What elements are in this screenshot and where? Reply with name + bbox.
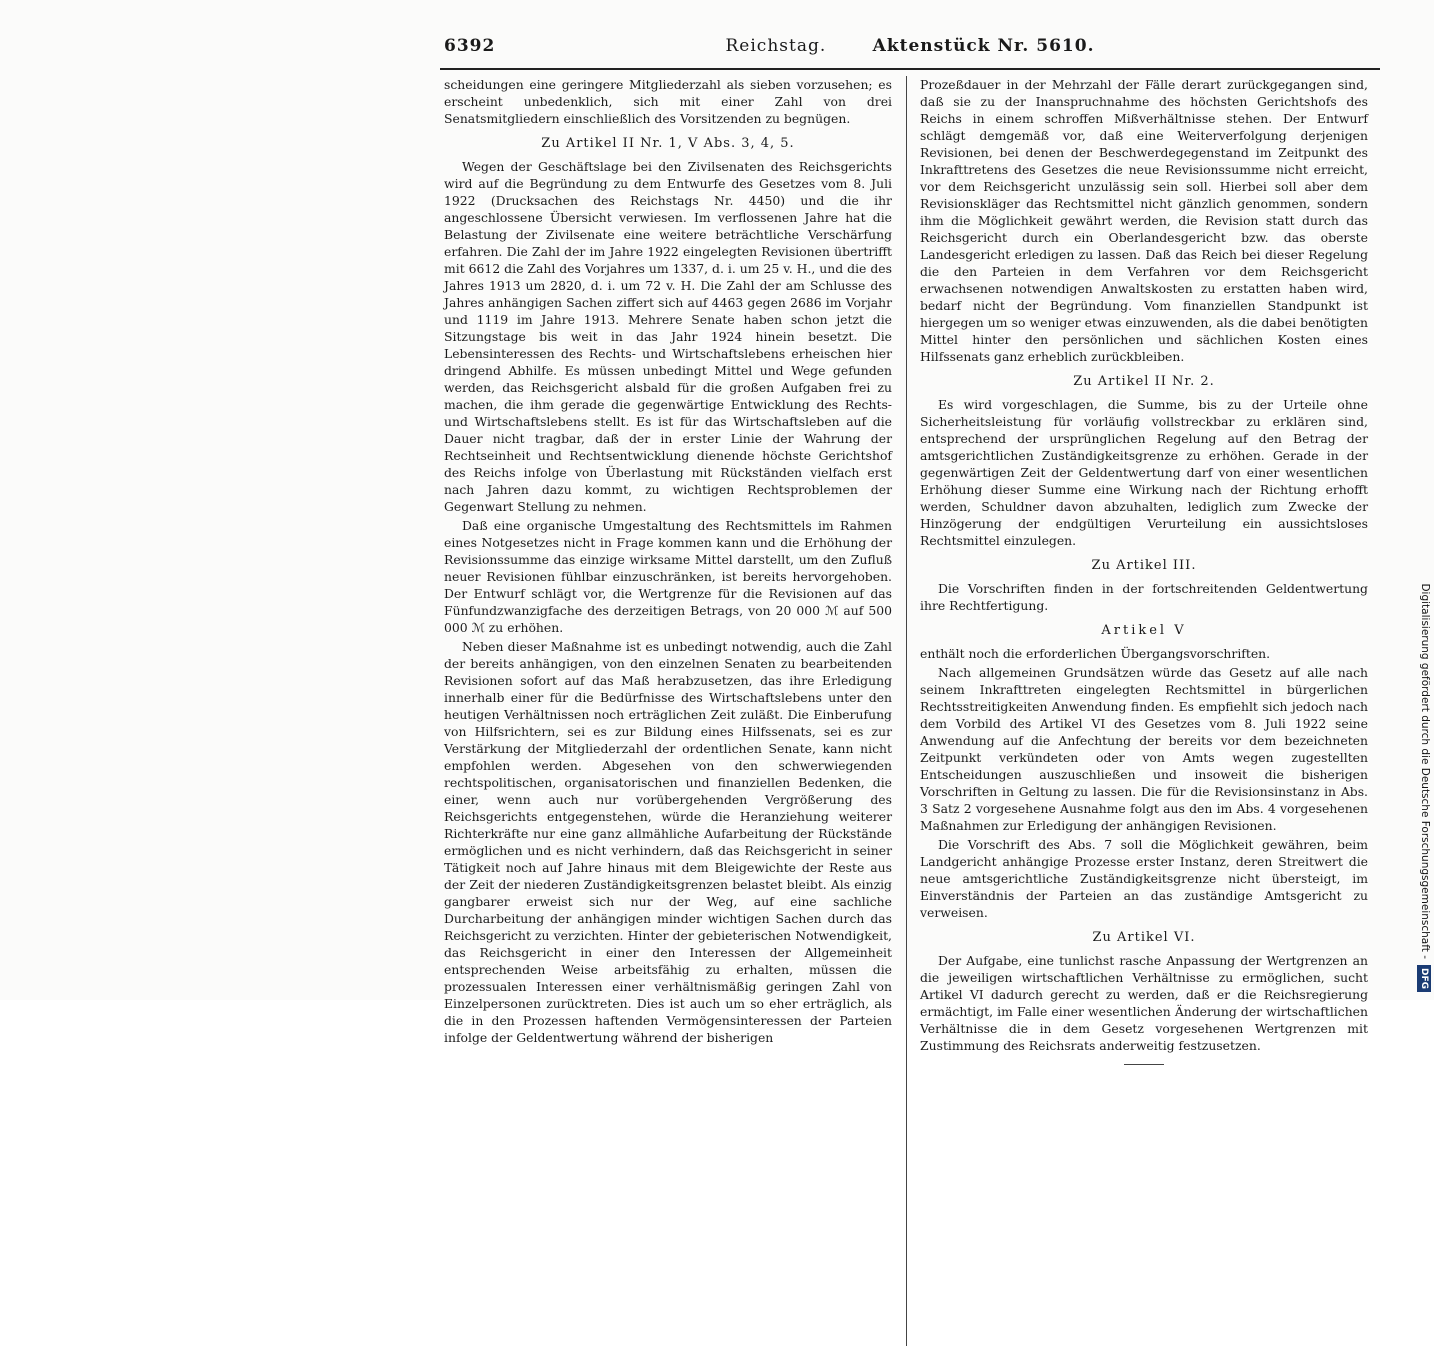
right-column bbox=[920, 76, 1368, 1356]
running-head-left: Reichstag. bbox=[725, 36, 827, 56]
section-heading: Zu Artikel III. bbox=[1091, 558, 1197, 573]
paragraph: Neben dieser Maßnahme ist es unbedingt notwendig, auch die Zahl der bereits anhängigen, von den einzelnen Senaten zu bearbeitenden Revisionen sofort auf das Maß herabzusetzen, das ihre Erledigung innerhalb einer für die Bedürfnisse des Wirtschaftslebens unter den heutigen Verhältnissen noch erträglichen Zeit zuläßt. Die Einberufung von Hilfsrichtern, sei es zur Bildung eines Hilfssenats, sei es zur Verstärkung der Mitgliederzahl der ordentlichen Senate, kann nicht empfohlen werden. Abgesehen von den schwerwiegenden rechtspolitischen, organisatorischen und finanziellen Bedenken, die einer, wenn auch nur vorübergehenden Vergrößerung des Reichsgerichts entgegenstehen, würde die Heranziehung weiterer Richterkräfte nur eine ganz allmähliche Aufarbeitung der Rückstände ermöglichen und es nicht verhindern, daß das Reichsgericht in seiner Tätigkeit noch auf Jahre hinaus mit dem Bleigewichte der Reste aus der Zeit der niederen Zuständigkeitsgrenzen belastet bleibt. Als einzig gangbarer erweist sich nur der Weg, auf eine sachliche Durcharbeitung der anhängigen minder wichtigen Sachen durch das Reichsgericht zu verzichten. Hinter der gebieterischen Notwendigkeit, das Reichsgericht in einer den Interessen der Allgemeinheit entsprechenden Weise arbeitsfähig zu erhalten, müssen die prozessualen Interessen einer verhältnismäßig geringen Zahl von Einzelpersonen zurücktreten. Dies ist auch um so eher erträglich, als die in den Prozessen haftenden Vermögensinteressen der Parteien infolge der Geldentwertung während der bisherigen bbox=[444, 639, 892, 1045]
paragraph: Die Vorschriften finden in der fortschreitenden Geldentwertung ihre Rechtfertigung. bbox=[920, 581, 1368, 613]
credit-line bbox=[1418, 8, 1432, 992]
paragraph: Nach allgemeinen Grundsätzen würde das Gesetz auf alle nach seinem Inkrafttreten eingelegten Rechtsmittel in bürgerlichen Rechtsstreitigkeiten Anwendung finden. Es empfiehlt sich jedoch nach dem Vorbild des Artikel VI des Gesetzes vom 8. Juli 1922 seine Anwendung auf die Anfechtung der bereits vor dem bezeichneten Zeitpunkt verkündeten oder von Amts wegen zugestellten Entscheidungen auszuschließen und insoweit die bisherigen Vorschriften in Geltung zu lassen. Die für die Revisionsinstanz in Abs. 3 Satz 2 vorgesehene Ausnahme folgt aus den im Abs. 4 vorgesehenen Maßnahmen zur Erledigung der anhängigen Revisionen. bbox=[920, 665, 1368, 833]
paragraph: Die Vorschrift des Abs. 7 soll die Möglichkeit gewähren, beim Landgericht anhängige Prozesse erster Instanz, deren Streitwert die neue amtsgerichtliche Zuständigkeitsgrenze nicht übersteigt, im Einverständnis der Parteien an das zuständige Amtsgericht zu verweisen. bbox=[920, 837, 1368, 920]
paragraph: scheidungen eine geringere Mitgliederzahl als sieben vorzusehen; es erscheint unbedenklich, sich mit einer Zahl von drei Senatsmitgliedern einschließlich des Vorsitzenden zu begnügen. bbox=[444, 77, 892, 126]
paragraph: Der Aufgabe, eine tunlichst rasche Anpassung der Wertgrenzen an die jeweiligen wirtschaftlichen Verhältnisse zu ermöglichen, sucht Artikel VI dadurch gerecht zu werden, daß er die Reichsregierung ermächtigt, im Falle einer wesentlichen Änderung der wirtschaftlichen Verhältnisse die in dem Gesetz vorgesehenen Wertgrenzen mit Zustimmung des Reichsrats anderweitig festzusetzen. bbox=[920, 953, 1368, 1053]
running-head bbox=[440, 36, 1380, 56]
paragraph: Wegen der Geschäftslage bei den Zivilsenaten des Reichsgerichts wird auf die Begründung zu dem Entwurfe des Gesetzes vom 8. Juli 1922 (Drucksachen des Reichstags Nr. 4450) und die ihr angeschlossene Übersicht verwiesen. Im verflossenen Jahre hat die Belastung der Zivilsenate eine weitere beträchtliche Verschärfung erfahren. Die Zahl der im Jahre 1922 eingelegten Revisionen übertrifft mit 6612 die Zahl des Vorjahres um 1337, d. i. um 25 v. H., und die des Jahres 1913 um 2820, d. i. um 72 v. H. Die Zahl der am Schlusse des Jahres anhängigen Sachen ziffert sich auf 4463 gegen 2686 im Vorjahr und 1119 im Jahre 1913. Mehrere Senate haben schon jetzt die Sitzungstage bis weit in das Jahr 1924 hinein besetzt. Die Lebensinteressen des Rechts- und Wirtschaftslebens erheischen hier dringend Abhilfe. Es müssen unbedingt Mittel und Wege gefunden werden, das Reichsgericht alsbald für die großen Aufgaben frei zu machen, die ihm gerade die gegenwärtige Entwicklung des Rechts- und Wirtschaftslebens stellt. Es ist für das Wirtschaftsleben auf die Dauer nicht tragbar, daß der in erster Linie der Wahrung der Rechtseinheit und Rechtsentwicklung dienende höchste Gerichtshof des Reichs infolge von Überlastung mit Rückständen vielfach erst nach Jahren dazu kommt, zu wichtigen Rechtsproblemen der Gegenwart Stellung zu nehmen. bbox=[444, 159, 892, 514]
running-head-right: Aktenstück Nr. 5610. bbox=[872, 36, 1095, 56]
header-rule bbox=[440, 68, 1380, 70]
section-heading: Artikel V bbox=[1101, 623, 1187, 638]
page-content bbox=[440, 28, 1380, 1368]
dfg-logo: DFG bbox=[1417, 965, 1431, 992]
page-number: 6392 bbox=[444, 36, 496, 56]
section-heading: Zu Artikel II Nr. 1, V Abs. 3, 4, 5. bbox=[541, 136, 795, 151]
credit-text: Digitalisierung gefördert durch die Deutsche Forschungsgemeinschaft - bbox=[1419, 583, 1431, 959]
paragraph: Prozeßdauer in der Mehrzahl der Fälle derart zurückgegangen sind, daß sie zu der Inanspruchnahme des höchsten Gerichtshofs des Reichs in einem schroffen Mißverhältnisse stehen. Der Entwurf schlägt demgemäß vor, daß eine Weiterverfolgung derjenigen Revisionen, bei denen der Beschwerdegegenstand im Zeitpunkt des Inkrafttretens des Gesetzes die neue Revisionssumme nicht erreicht, vor dem Reichsgericht unzulässig sein soll. Hierbei soll aber dem Revisionskläger das Rechtsmittel nicht gänzlich genommen, sondern ihm die Möglichkeit gewährt werden, die Revision statt durch das Reichsgericht durch ein Oberlandesgericht bzw. das oberste Landesgericht erledigen zu lassen. Daß das Reich bei dieser Regelung die den Parteien in dem Verfahren vor dem Reichsgericht erwachsenen notwendigen Anwaltskosten zu erstatten haben wird, bedarf nicht der Begründung. Vom finanziellen Standpunkt ist hiergegen um so weniger etwas einzuwenden, als die dabei benötigten Mittel hinter den persönlichen und sächlichen Kosten eines Hilfssenats ganz erheblich zurückbleiben. bbox=[920, 77, 1368, 364]
digitization-credit bbox=[1418, 8, 1434, 992]
paragraph: Daß eine organische Umgestaltung des Rechtsmittels im Rahmen eines Notgesetzes nicht in Frage kommen kann und die Erhöhung der Revisionssumme das einzige wirksame Mittel darstellt, um den Zufluß neuer Revisionen fühlbar einzuschränken, ist bereits hervorgehoben. Der Entwurf schlägt vor, die Wertgrenze für die Revisionen auf das Fünfundzwanzigfache des derzeitigen Betrags, von 20 000 ℳ auf 500 000 ℳ zu erhöhen. bbox=[444, 518, 892, 635]
page-header bbox=[440, 28, 1380, 68]
left-column bbox=[444, 76, 892, 1356]
rotated-page bbox=[440, 28, 1380, 1368]
section-heading: Zu Artikel VI. bbox=[1092, 930, 1196, 945]
section-heading: Zu Artikel II Nr. 2. bbox=[1073, 374, 1215, 389]
paragraph: enthält noch die erforderlichen Übergangsvorschriften. bbox=[920, 646, 1271, 661]
column-separator bbox=[906, 76, 907, 1346]
end-rule bbox=[1124, 1064, 1164, 1065]
paragraph: Es wird vorgeschlagen, die Summe, bis zu der Urteile ohne Sicherheitsleistung für vorläufig vollstreckbar zu erklären sind, entsprechend der ursprünglichen Regelung auf den Betrag der amtsgerichtlichen Zuständigkeitsgrenze zu erhöhen. Gerade in der gegenwärtigen Zeit der Geldentwertung darf von einer wesentlichen Erhöhung dieser Summe eine Wirkung nach der Richtung erhofft werden, Schuldner davon abzuhalten, lediglich zum Zwecke der Hinzögerung der endgültigen Verurteilung ein aussichtsloses Rechtsmittel einzulegen. bbox=[920, 397, 1368, 548]
